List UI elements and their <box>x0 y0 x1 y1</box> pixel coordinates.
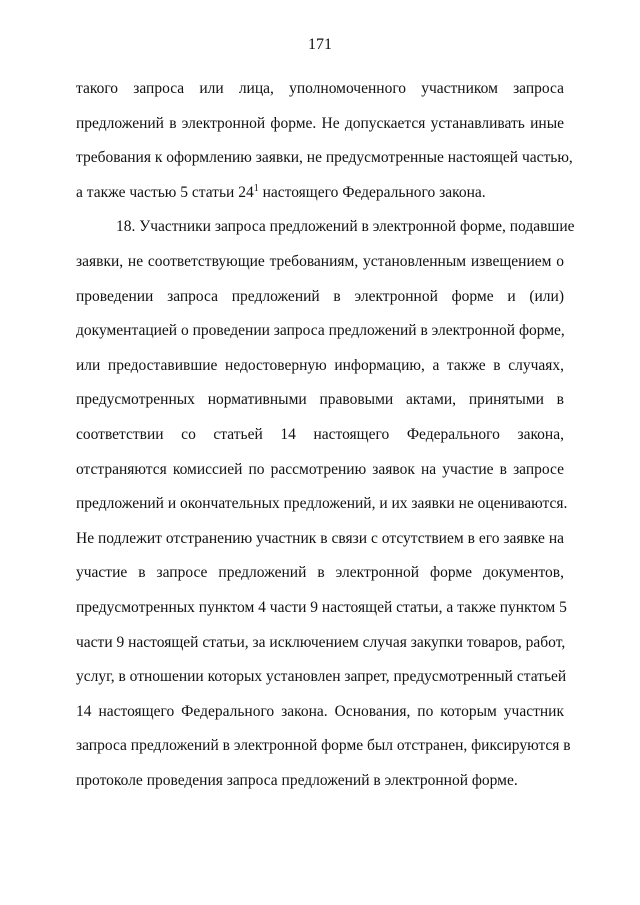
text-segment: а также частью 5 статьи 24 <box>76 183 254 201</box>
superscript-marker: 1 <box>253 182 259 194</box>
text-line: такого запроса или лица, уполномоченного участником запроса <box>76 80 564 97</box>
page-number: 171 <box>308 36 332 53</box>
text-line: соответствии со статьей 14 настоящего Федерального закона, <box>76 425 564 443</box>
text-line: 18. Участники запроса предложений в электронной форме, подавшие <box>116 218 575 236</box>
text-line: предложений и окончательных предложений, и их заявки не оцениваются. <box>76 495 568 513</box>
text-line: протоколе проведения запроса предложений в электронной форме. <box>76 771 518 789</box>
text-line: требования к оформлению заявки, не предусмотренные настоящей частью, <box>76 149 573 167</box>
text-line: 14 настоящего Федерального закона. Основания, по которым участник <box>76 702 564 720</box>
text-line: предусмотренных нормативными правовыми актами, принятыми в <box>76 391 564 409</box>
text-line: предусмотренных пунктом 4 части 9 настоящей статьи, а также пунктом 5 <box>76 598 567 616</box>
text-line: предложений в электронной форме. Не допускается устанавливать иные <box>76 114 564 132</box>
text-line: документацией о проведении запроса предложений в электронной форме, <box>76 322 565 340</box>
paragraph-18 <box>76 210 575 798</box>
text-line: участие в запросе предложений в электронной форме документов, <box>76 564 564 582</box>
text-line: заявки, не соответствующие требованиям, установленным извещением о <box>76 252 564 270</box>
text-segment: настоящего Федерального закона. <box>258 183 486 201</box>
text-line: проведении запроса предложений в электронной форме и (или) <box>76 287 564 305</box>
text-line: Не подлежит отстранению участник в связи с отсутствием в его заявке на <box>76 529 564 547</box>
text-line: части 9 настоящей статьи, за исключением случая закупки товаров, работ, <box>76 633 566 651</box>
document-body <box>76 72 575 798</box>
text-line: или предоставившие недостоверную информацию, а также в случаях, <box>76 356 564 374</box>
paragraph-continuation <box>76 72 573 210</box>
text-line: запроса предложений в электронной форме был отстранен, фиксируются в <box>76 737 571 755</box>
text-line: услуг, в отношении которых установлен запрет, предусмотренный статьей <box>76 668 567 686</box>
text-line-with-superscript <box>76 176 564 211</box>
text-line: отстраняются комиссией по рассмотрению заявок на участие в запросе <box>76 460 564 478</box>
